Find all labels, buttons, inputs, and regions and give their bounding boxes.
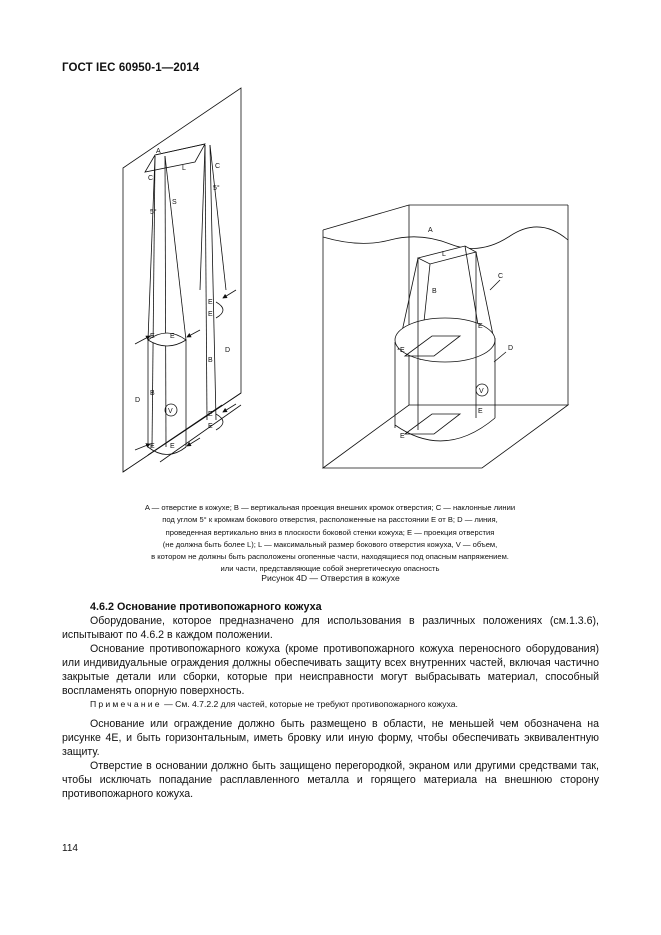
label-c-right: C <box>498 273 504 280</box>
legend-line: A — отверстие в кожухе; B — вертикальная проекция внешних кромок отверстия; C — наклонные линии <box>144 503 516 512</box>
note-text: — См. 4.7.2.2 для частей, которые не требуют противопожарного кожуха. <box>161 699 458 709</box>
standard-header: ГОСТ IEC 60950-1—2014 <box>62 62 200 74</box>
label-angle-left2: 5° <box>213 185 220 192</box>
label-e-right2: E <box>400 347 405 354</box>
label-e-left3: E <box>150 333 155 340</box>
label-e-left1: E <box>208 299 213 306</box>
label-b-left2: B <box>150 390 155 397</box>
label-l-left: L <box>182 165 186 172</box>
label-b-left1: B <box>208 357 213 364</box>
label-e-left8: E <box>170 443 175 450</box>
paragraph-4: Отверстие в основании должно быть защищено перегородкой, экраном или другими средствами так, чтобы исключать попадание расплавленного металла и горящего материала на внешнюю сторону противопожарного кожуха. <box>62 760 599 801</box>
section-title: 4.6.2 Основание противопожарного кожуха <box>90 601 322 613</box>
label-a-right: A <box>428 227 433 234</box>
page-number: 114 <box>62 843 78 854</box>
label-d-left1: D <box>225 347 231 354</box>
label-angle-left1: 5° <box>150 209 157 216</box>
label-s-left: S <box>172 199 177 206</box>
label-c-left1: C <box>148 175 154 182</box>
right-floor-plane <box>323 405 568 468</box>
label-e-left5: E <box>208 411 213 418</box>
paragraph-2: Основание противопожарного кожуха (кроме противопожарного кожуха переносного оборудования) или индивидуальные ограждения должны обеспечивать защиту всех внутренних частей, включая частично закрытые детали или сборки, которые при неисправности могут выбрасывать материал, способный воспламенять опорную поверхность. <box>62 643 599 698</box>
paragraph-1: Оборудование, которое предназначено для использования в различных положениях (см.1.3.6), испытывают по 4.6.2 в каждом положении. <box>62 615 599 642</box>
label-c-left2: C <box>215 163 221 170</box>
note-label: Примечание <box>90 699 162 709</box>
label-e-left7: E <box>150 443 155 450</box>
legend-line: или части, представляющие собой энергетическую опасность <box>220 564 440 574</box>
label-e-left4: E <box>170 333 175 340</box>
label-e-right3: E <box>478 408 483 415</box>
figure-caption: Рисунок 4D — Отверстия в кожухе <box>261 573 400 583</box>
label-a-left: A <box>156 148 161 155</box>
label-e-left2: E <box>208 311 213 318</box>
legend-line: (не должна быть более L); L — максимальный размер бокового отверстия кожуха, V — объем, <box>162 539 498 549</box>
legend-line: проведенная вертикально вниз в плоскости боковой стенки кожуха; E — проекция отверстия <box>165 527 495 537</box>
label-e-right1: E <box>478 323 483 330</box>
left-wall-plane <box>123 88 241 472</box>
note <box>62 699 599 709</box>
legend-line: в котором не должны быть расположены огопенные части, находящиеся под опасным напряжением. <box>151 552 509 562</box>
figure-legend <box>90 502 570 576</box>
label-e-right4: E <box>400 433 405 440</box>
label-v-right: V <box>479 388 484 395</box>
legend-line: под углом 5° к кромкам бокового отверстия, расположенные на расстоянии E от B; D — линия, <box>162 515 498 525</box>
label-v-left: V <box>168 408 173 415</box>
label-b-right: B <box>432 288 437 295</box>
label-l-right: L <box>442 251 446 258</box>
label-e-left6: E <box>208 423 213 430</box>
label-d-right: D <box>508 345 514 352</box>
label-d-left2: D <box>135 397 141 404</box>
paragraph-3: Основание или ограждение должно быть размещено в области, не меньшей чем обозначена на рисунке 4E, и быть горизонтальным, иметь бровку или иную форму, чтобы обеспечивать эквивалентную защиту. <box>62 718 599 759</box>
